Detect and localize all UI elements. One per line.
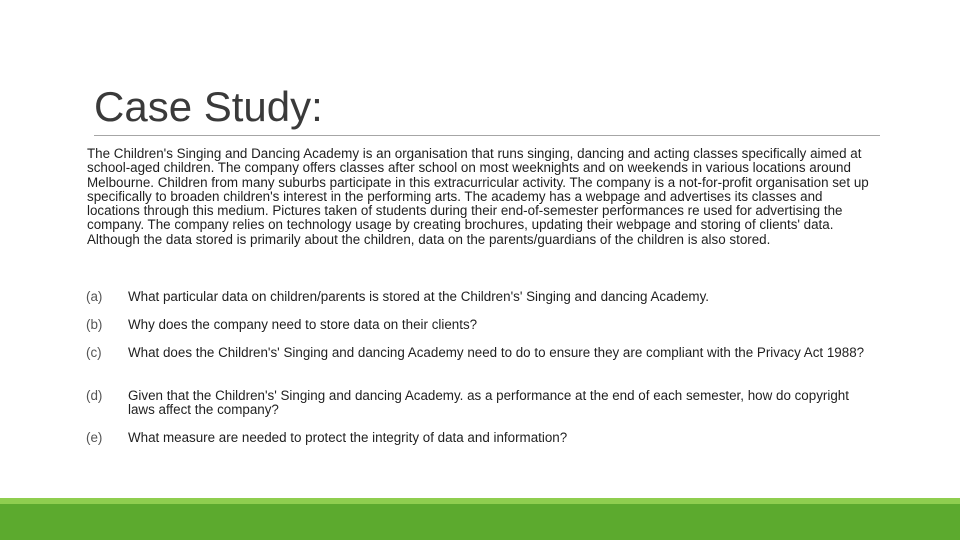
question-label: (d) [86, 388, 103, 403]
title-divider [94, 135, 880, 136]
question-label: (e) [86, 430, 103, 445]
question-text: What measure are needed to protect the integrity of data and information? [128, 430, 568, 445]
question-label: (b) [86, 317, 103, 332]
question-text: What does the Children's' Singing and dancing Academy need to do to ensure they are compliant with the Privacy Act 1988? [128, 345, 865, 360]
question-text: Given that the Children's' Singing and dancing Academy. as a performance at the end of each semester, how do copyright laws affect the company? [128, 388, 849, 418]
question-label: (c) [86, 345, 102, 360]
footer-bar [0, 504, 960, 540]
slide-title: Case Study: [94, 83, 323, 130]
question-label: (a) [86, 289, 103, 304]
question-text: Why does the company need to store data on their clients? [128, 317, 478, 332]
question-text: What particular data on children/parents is stored at the Children's' Singing and dancing Academy. [128, 289, 709, 304]
case-study-paragraph: The Children's Singing and Dancing Academy is an organisation that runs singing, dancing and acting classes specifically aimed at school-aged children. The company offers classes after school on most weeknights and on weekends in various locations around Melbourne. Children from many suburbs participate in this extracurricular activity. The company is a not-for-profit organisation set up specifically to broaden children's interest in the performing arts. The academy has a webpage and advertises its classes and locations through this medium. Pictures taken of students during their end-of-semester performances re used for advertising the company. The company relies on technology usage by creating brochures, updating their webpage and storing of clients' data. Although the data stored is primarily about the children, data on the parents/guardians of the children is also stored. [87, 146, 869, 247]
